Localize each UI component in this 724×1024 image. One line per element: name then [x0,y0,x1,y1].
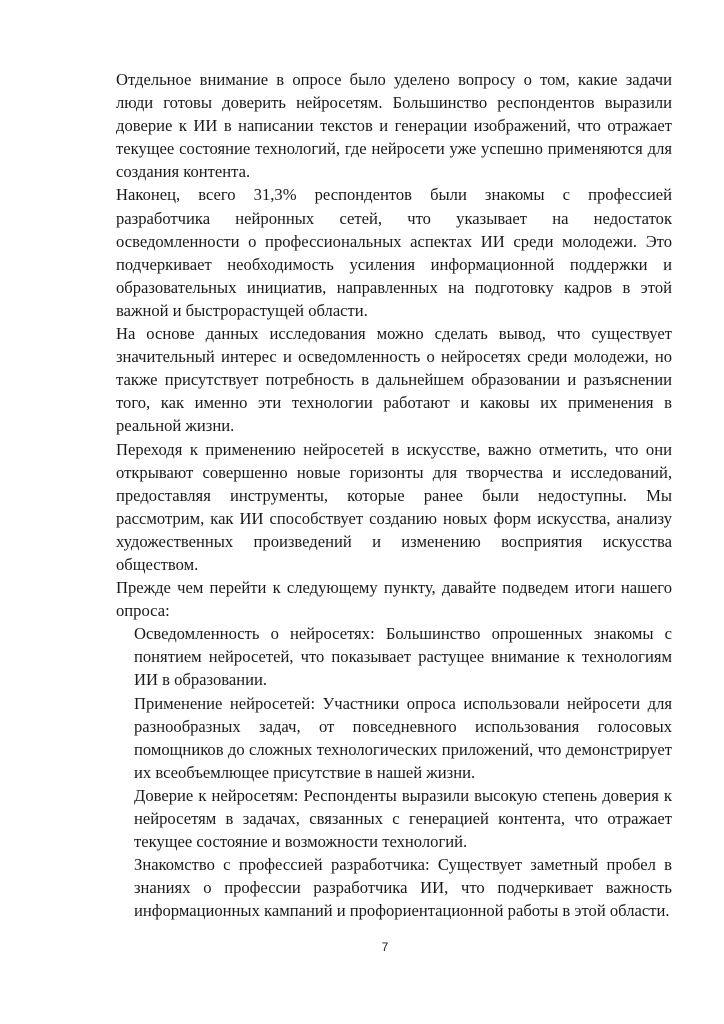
page-body [116,68,672,922]
summary-item-usage: Применение нейросетей: Участники опроса использовали нейросети для разнообразных задач, от повседневного использования голосовых помощников до сложных технологических приложений, что демонстрирует их всеобъемлющее присутствие в нашей жизни. [134,693,672,782]
paragraph-developer-awareness: Наконец, всего 31,3% респондентов были знакомы с профессией разработчика нейронных сетей, что указывает на недостаток осведомленности о профессиональных аспектах ИИ среди молодежи. Это подчеркивает необходимость усиления информационной поддержки и образовательных инициатив, направленных на подготовку кадров в этой важной и быстрорастущей области. [116,185,672,320]
paragraph-conclusion: На основе данных исследования можно сделать вывод, что существует значительный интерес и осведомленность о нейросетях среди молодежи, но также присутствует потребность в дальнейшем образовании и разъяснении того, как именно эти технологии работают и каковы их применения в реальной жизни. [116,324,672,436]
paragraph-summary-intro: Прежде чем перейти к следующему пункту, давайте подведем итоги нашего опроса: [116,578,672,621]
summary-list [116,622,672,922]
paragraph-art-transition: Переходя к применению нейросетей в искусстве, важно отметить, что они открывают совершенно новые горизонты для творчества и исследований, предоставляя инструменты, которые ранее были недоступны. Мы рассмотрим, как ИИ способствует созданию новых форм искусства, анализу художественных произведений и изменению восприятия искусства обществом. [116,439,672,574]
paragraph-survey-tasks: Отдельное внимание в опросе было уделено вопросу о том, какие задачи люди готовы доверить нейросетям. Большинство респондентов выразили доверие к ИИ в написании текстов и генерации изображений, что отражает текущее состояние технологий, где нейросети уже успешно применяются для создания контента. [116,70,672,182]
summary-item-awareness: Осведомленность о нейросетях: Большинство опрошенных знакомы с понятием нейросетей, что показывает растущее внимание к технологиям ИИ в образовании. [134,624,672,690]
page-number: 7 [381,940,389,954]
summary-item-trust: Доверие к нейросетям: Респонденты выразили высокую степень доверия к нейросетям в задачах, связанных с генерацией контента, что отражает текущее состояние и возможности технологий. [134,785,672,852]
summary-item-profession: Знакомство с профессией разработчика: Существует заметный пробел в знаниях о профессии разработчика ИИ, что подчеркивает важность информационных кампаний и профориентационной работы в этой области. [134,855,672,921]
